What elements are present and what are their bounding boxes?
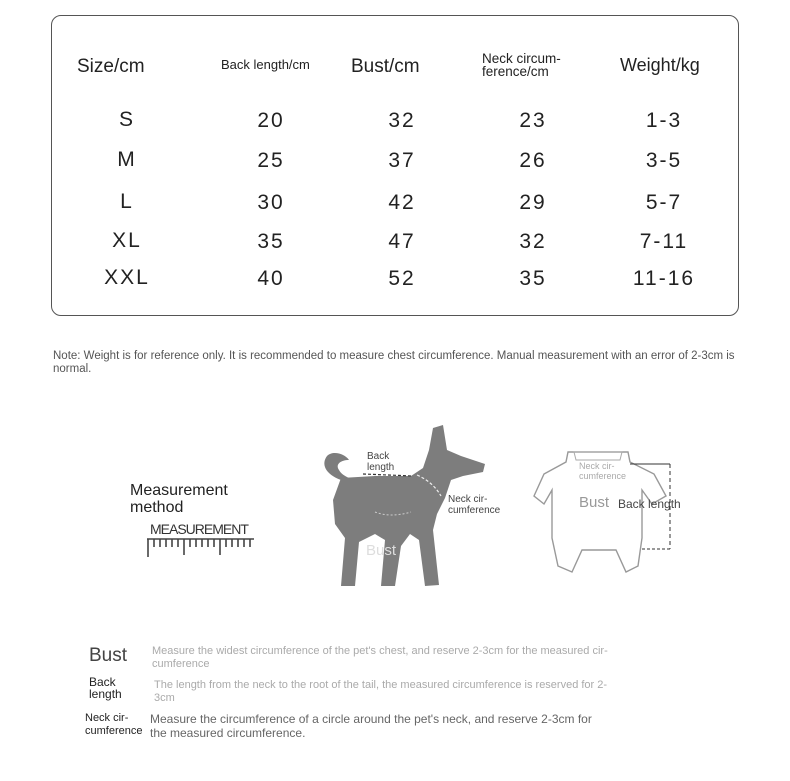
- header-neck-line2: ference/cm: [482, 64, 549, 79]
- cell-back: 25: [257, 149, 285, 172]
- cell-size: XL: [112, 229, 142, 252]
- cell-weight: 5-7: [645, 191, 683, 214]
- cell-neck: 35: [519, 267, 547, 290]
- desc-text-neck: Measure the circumference of a circle around the pet's neck, and reserve 2-3cm for the measured circumference.: [150, 712, 592, 740]
- desc-term-neck: Neck cir- cumference: [85, 712, 143, 737]
- garment-neck-line2: cumference: [579, 471, 627, 481]
- desc-text-bust: Measure the widest circumference of the pet's chest, and reserve 2-3cm for the measured cir- cumference: [152, 645, 608, 670]
- dog-neck-label: [448, 494, 500, 516]
- method-title-line2: method: [130, 499, 184, 516]
- header-bust: Bust/cm: [351, 56, 420, 77]
- cell-neck: 32: [519, 230, 547, 253]
- desc-text-back-length: The length from the neck to the root of the tail, the measured circumference is reserved for 2-3cm: [154, 679, 608, 704]
- ruler-icon: [144, 535, 259, 561]
- cell-weight: 7-11: [639, 230, 689, 253]
- cell-back: 30: [257, 191, 285, 214]
- cell-neck: 23: [519, 109, 547, 132]
- cell-bust: 42: [388, 191, 416, 214]
- ruler-word: MEASUREMENT: [150, 521, 248, 537]
- cell-bust: 47: [388, 230, 416, 253]
- header-back-length: Back length/cm: [221, 57, 310, 72]
- dog-back-line1: Back: [367, 451, 390, 462]
- cell-size: M: [117, 148, 137, 171]
- cell-bust: 52: [388, 267, 416, 290]
- cell-neck: 26: [519, 149, 547, 172]
- header-neck: [482, 52, 561, 78]
- cell-bust: 32: [388, 109, 416, 132]
- desc-term-back-length: Back length: [89, 675, 122, 701]
- cell-weight: 11-16: [632, 267, 696, 290]
- measurement-method-title: [130, 482, 270, 516]
- cell-back: 40: [257, 267, 285, 290]
- header-size: Size/cm: [77, 56, 145, 77]
- header-weight: Weight/kg: [620, 55, 700, 75]
- dog-back-length-label: [367, 451, 394, 473]
- garment-bust-label: Bust: [579, 494, 610, 511]
- garment-neck-line1: Neck cir-: [579, 461, 615, 471]
- cell-bust: 37: [388, 149, 416, 172]
- reference-note: Note: Weight is for reference only. It is recommended to measure chest circumference. Manual measurement with an error of 2-3cm is normal.: [53, 350, 735, 375]
- cell-weight: 3-5: [645, 149, 683, 172]
- dog-back-line2: length: [367, 462, 395, 473]
- cell-back: 20: [257, 109, 285, 132]
- cell-size: S: [118, 108, 135, 131]
- cell-back: 35: [257, 230, 285, 253]
- cell-size: L: [120, 190, 134, 213]
- cell-neck: 29: [519, 191, 547, 214]
- garment-neck-label: [579, 461, 626, 481]
- dog-bust-label: Bust: [366, 542, 397, 559]
- dog-neck-line2: cumference: [448, 505, 501, 516]
- garment-back-length-label: Back length: [618, 497, 681, 511]
- header-neck-line1: Neck circum-: [482, 51, 561, 66]
- dog-neck-line1: Neck cir-: [448, 494, 488, 505]
- desc-term-bust: Bust: [89, 645, 128, 666]
- cell-size: XXL: [104, 266, 150, 289]
- method-title-line1: Measurement: [130, 482, 228, 499]
- cell-weight: 1-3: [645, 109, 683, 132]
